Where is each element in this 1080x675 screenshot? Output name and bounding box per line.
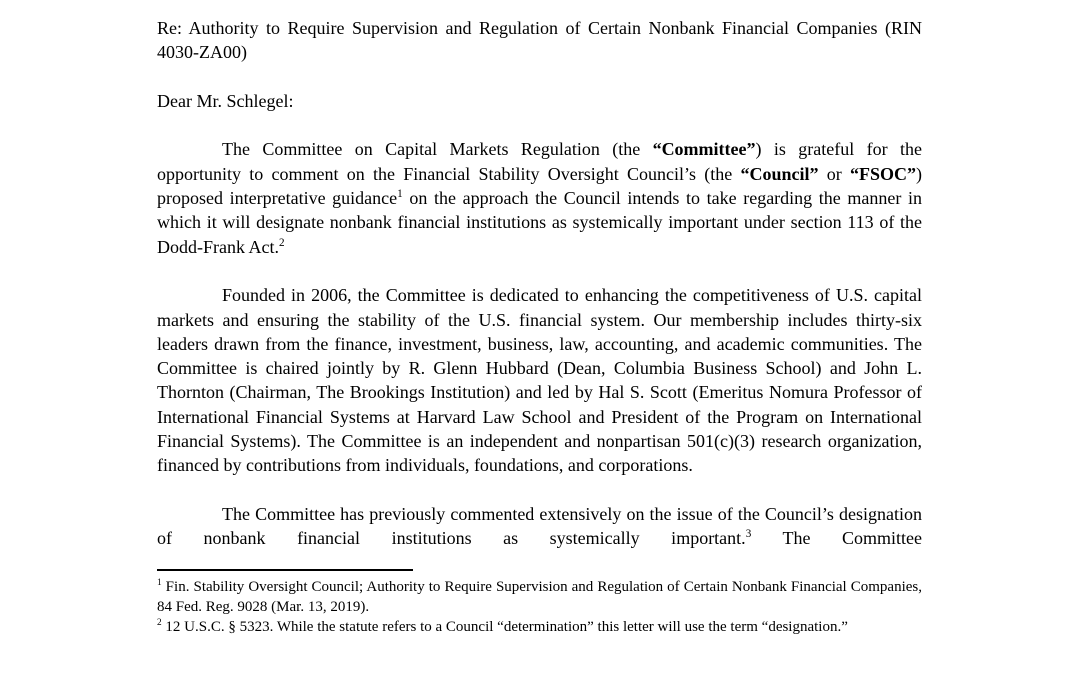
- footnote-1: $^1$ Fin. Stability Oversight Council; Authority to Require Supervision and Regulation of Certain Nonbank Financial Companies, 84 Fed. Reg. 9028 (Mar. 13, 2019).: [157, 577, 922, 615]
- footnote-separator-rule: [157, 569, 413, 571]
- paragraph-intro: The Committee on Capital Markets Regulation (the “Committee”) is grateful for the opportunity to comment on the Financial Stability Oversight Council’s (the “Council” or “FSOC”) proposed interpretative guidance$^1$ on the approach the Council intends to take regarding the manner in which it will designate nonbank financial institutions as systemically important under section 113 of the Dodd-Frank Act.$^2$: [157, 139, 922, 257]
- footnotes-section: [157, 577, 922, 637]
- letter-page: [157, 16, 922, 637]
- paragraph-committee-background: Founded in 2006, the Committee is dedicated to enhancing the competitiveness of U.S. capital markets and ensuring the stability of the U.S. financial system. Our membership includes thirty-six leaders drawn from the finance, investment, business, law, accounting, and academic communities. The Committee is chaired jointly by R. Glenn Hubbard (Dean, Columbia Business School) and John L. Thornton (Chairman, The Brookings Institution) and led by Hal S. Scott (Emeritus Nomura Professor of International Financial Systems at Harvard Law School and President of the Program on International Financial Systems). The Committee is an independent and nonpartisan 501(c)(3) research organization, financed by contributions from individuals, foundations, and corporations.: [157, 285, 922, 476]
- re-subject-line: Re: Authority to Require Supervision and Regulation of Certain Nonbank Financial Companies (RIN 4030-ZA00): [157, 18, 922, 63]
- paragraph-prior-comments: The Committee has previously commented extensively on the issue of the Council’s designation of nonbank financial institutions as systemically important.$^3$ The Committee: [157, 503, 922, 549]
- salutation: Dear Mr. Schlegel:: [157, 90, 294, 111]
- footnote-2: $^2$ 12 U.S.C. § 5323. While the statute refers to a Council “determination” this letter will use the term “designation.”: [157, 617, 848, 635]
